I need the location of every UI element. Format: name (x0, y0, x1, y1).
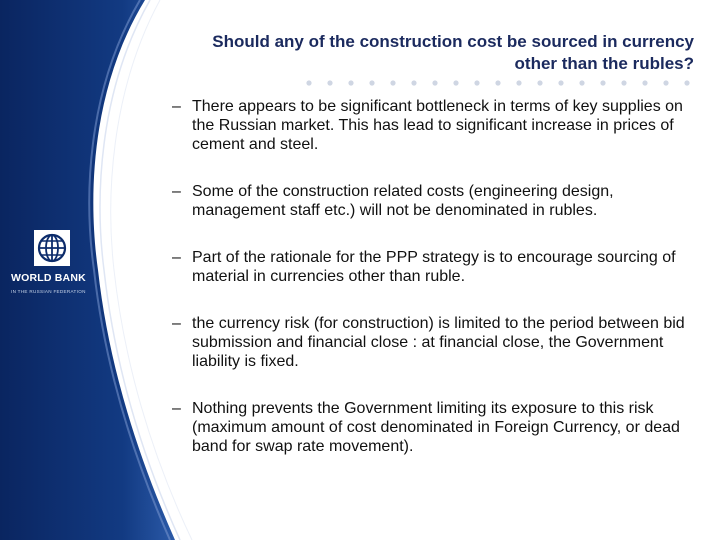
bullet-text: There appears to be significant bottleneck in terms of key supplies on the Russian market. This has lead to significant increase in prices of cement and steel. (192, 98, 683, 153)
sidebar-banner (0, 0, 200, 540)
bullet-item (172, 314, 702, 371)
bullet-dash: – (172, 315, 181, 332)
dotted-divider (306, 80, 700, 86)
world-bank-globe-icon (34, 230, 70, 266)
brand-name: WORLD BANK (11, 272, 86, 284)
brand-tagline: IN THE RUSSIAN FEDERATION (11, 289, 86, 294)
bullet-text: Some of the construction related costs (engineering design, management staff etc.) will not be denominated in rubles. (192, 183, 614, 219)
bullet-text: the currency risk (for construction) is limited to the period between bid submission and financial close : at financial close, the Government liability is fixed. (192, 315, 685, 370)
bullet-text: Nothing prevents the Government limiting its exposure to this risk (maximum amount of cost denominated in Foreign Currency, or dead band for swap rate movement). (192, 400, 680, 455)
bullet-item (172, 97, 702, 154)
banner-swoosh (0, 0, 200, 540)
bullet-list (172, 97, 702, 456)
bullet-item (172, 399, 702, 456)
bullet-item (172, 248, 702, 286)
bullet-dash: – (172, 98, 181, 115)
bullet-text: Part of the rationale for the PPP strategy is to encourage sourcing of material in currencies other than ruble. (192, 249, 676, 285)
bullet-dash: – (172, 249, 181, 266)
bullet-dash: – (172, 400, 181, 417)
bullet-dash: – (172, 183, 181, 200)
slide-title: Should any of the construction cost be sourced in currency other than the rubles? (212, 32, 694, 73)
bullet-item (172, 182, 702, 220)
